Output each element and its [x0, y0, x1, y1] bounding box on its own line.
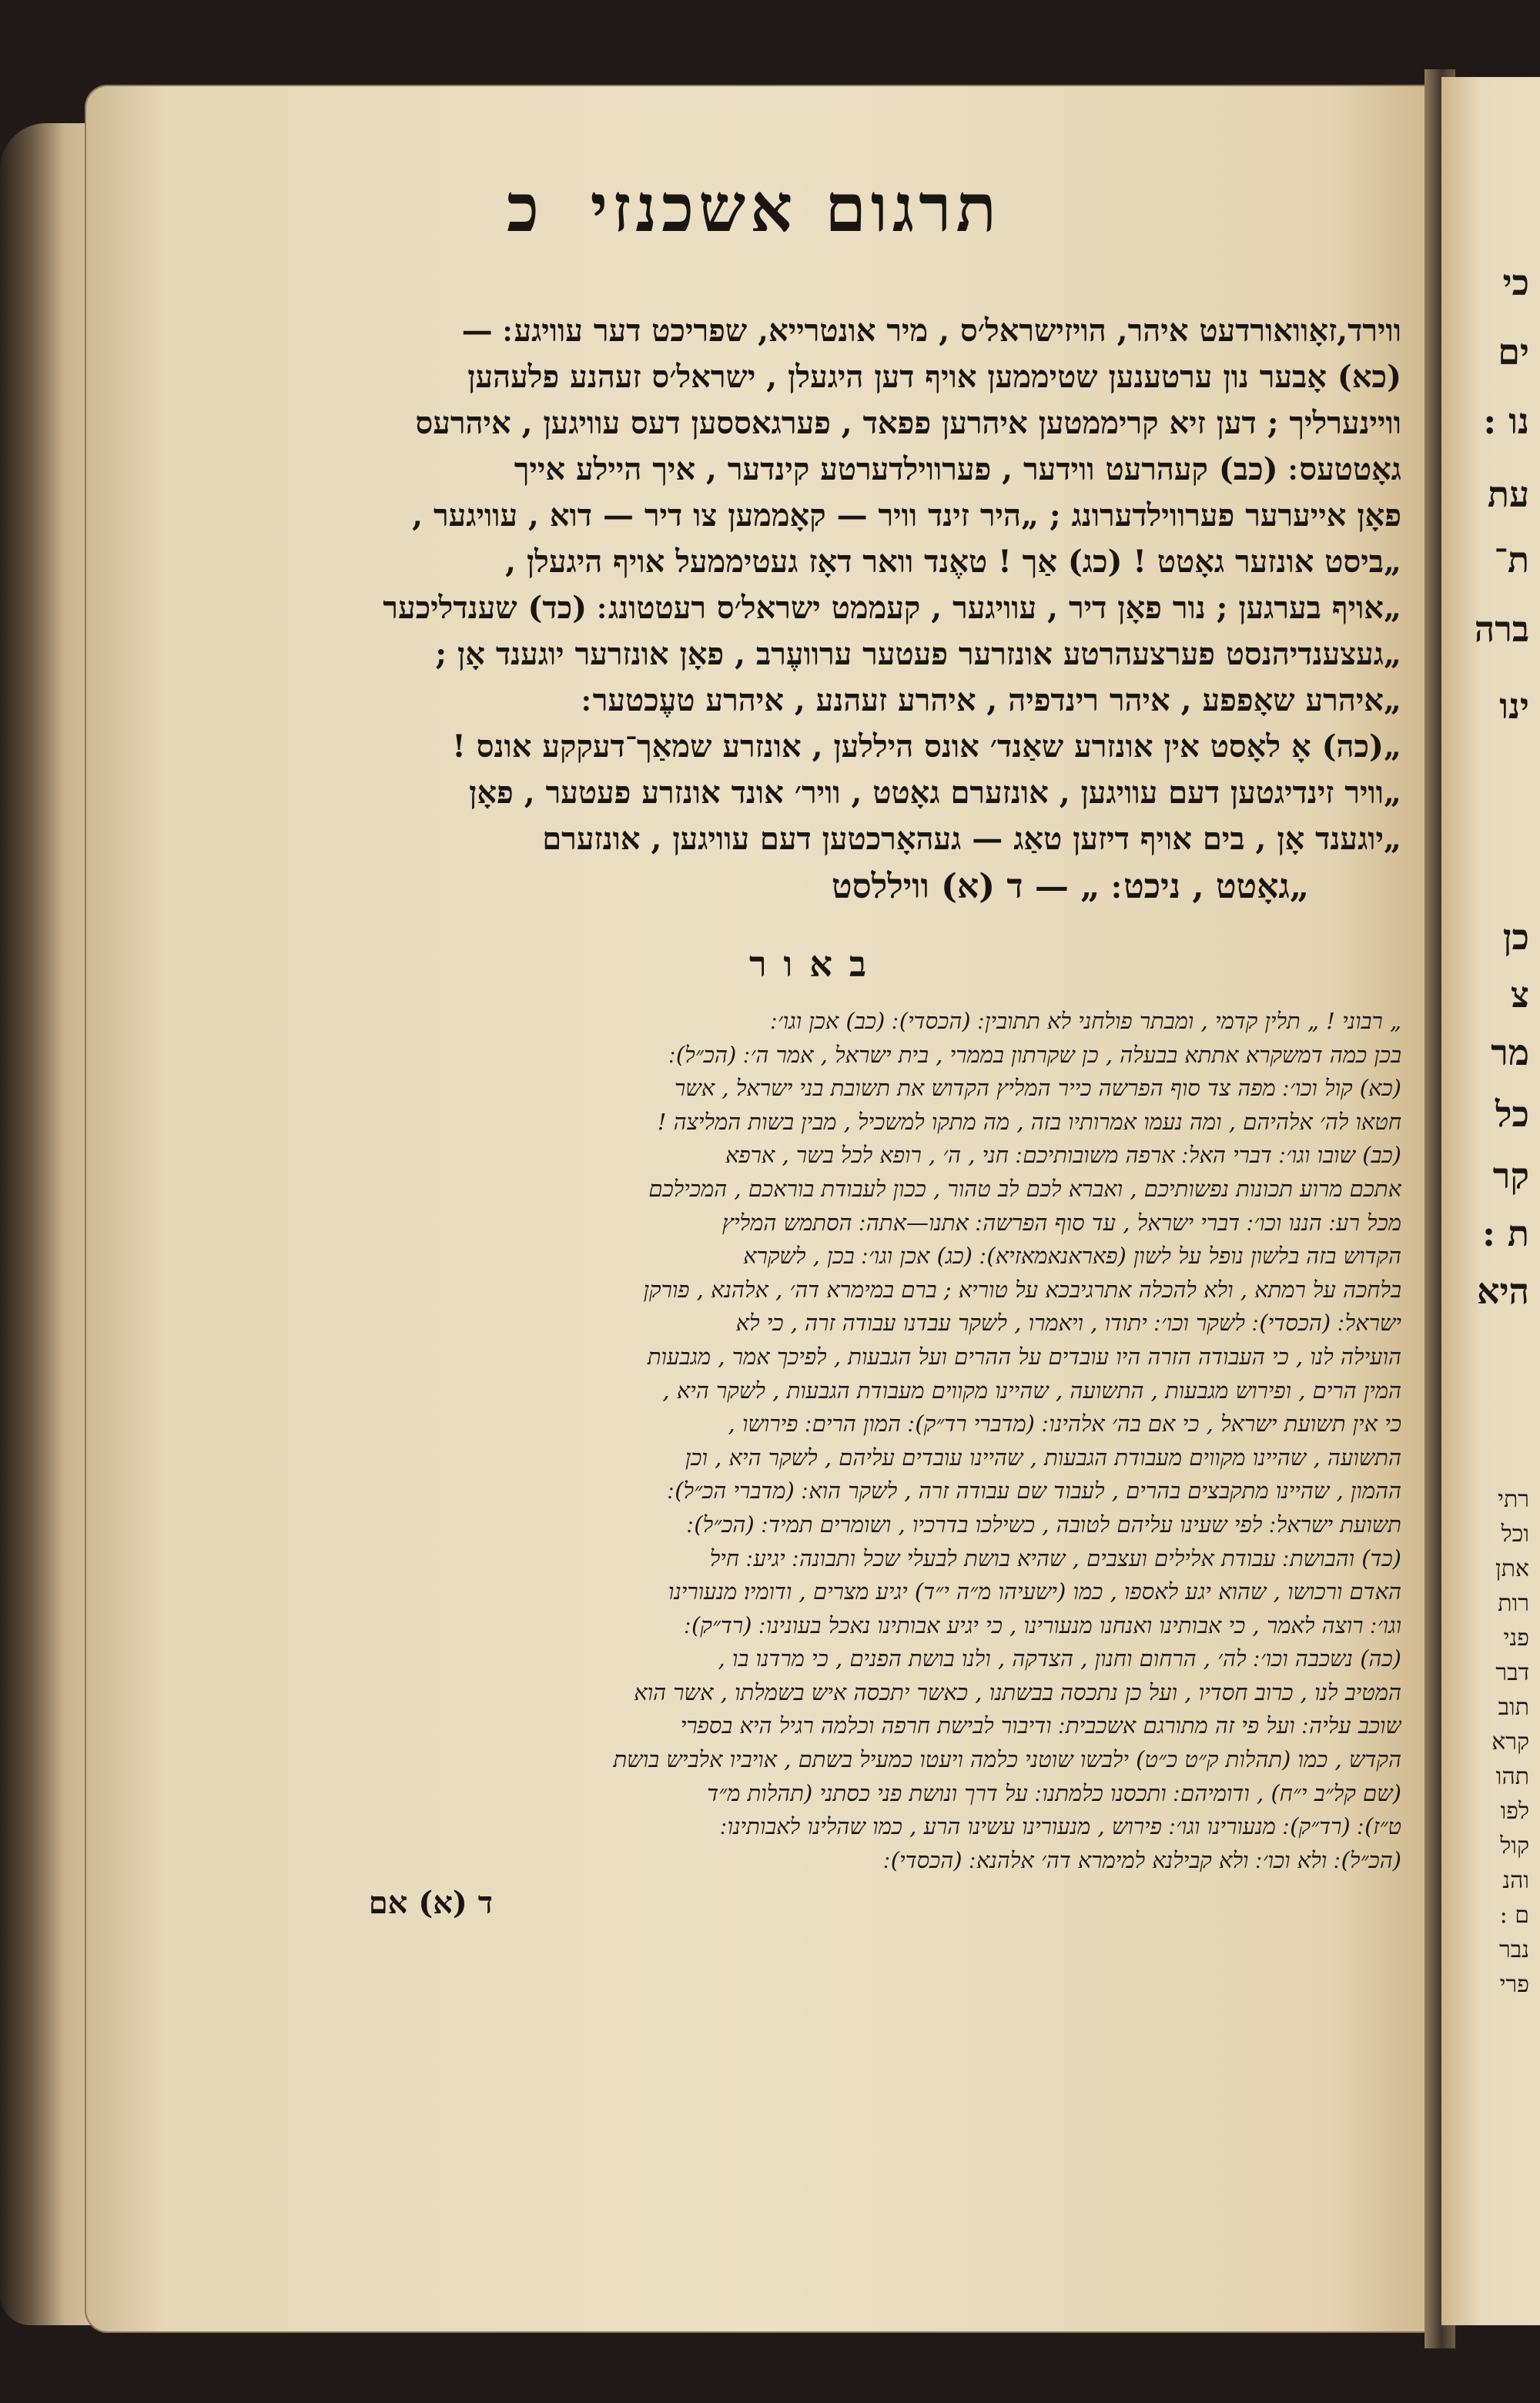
commentary-line: אתכם מרוע תכונות נפשותיכם , ואברא לכם לב טהור , ככון לעבודת בוראכם , המכילכם [648, 1175, 1401, 1202]
main-text-line: „וויר זינדיגטען דעם עוויגען , אונזערם גאָטט , וויר׳ אונד אונזרע פעטער , פאָן [469, 775, 1401, 811]
main-text-line: „יוגענד אָן , בים אויף דיזען טאַג — געהאָרכטען דעם עוויגען , אונזערם [542, 821, 1401, 857]
facing-fragment: אתן [1495, 1555, 1529, 1582]
commentary-line: המטיב לנו , כרוב חסדיו , ועל כן נתכסה בבשתנו , כאשר יתכסה איש בשמלתו , אשר הוא [634, 1678, 1401, 1705]
commentary-line: ישראל ׃ (הכסדי) ׃ לשקר וכו׳ ׃ יתודו , ויאמרו , לשקר עבדנו עבודה זרה , כי לא [735, 1310, 1401, 1337]
facing-fragment: ברה [1474, 608, 1529, 650]
facing-fragment: ינו [1499, 685, 1529, 727]
facing-fragment: כל [1495, 1093, 1529, 1135]
facing-fragment: מר [1491, 1032, 1529, 1073]
facing-page-edge [1441, 77, 1540, 2325]
commentary-line: מכל רע ׃ הננו וכו׳ ׃ דברי ישראל , עד סוף הפרשה ׃ אתנו—אתה ׃ הסתמש המליץ [721, 1209, 1401, 1236]
commentary-line: (כה) נשכבה וכו׳ ׃ לה׳ , הרחום וחנון , הצדקה , ולנו בושת הפנים , כי מרדנו בו , [718, 1645, 1401, 1672]
facing-fragment: רתי [1498, 1486, 1529, 1513]
facing-fragment: צ [1510, 974, 1529, 1016]
commentary-line: חטאו לה׳ אלהיהם , ומה נעמו אמרותיו בזה , מה מתקו למשכיל , מבין בשות המליצה ! [657, 1108, 1401, 1135]
facing-fragment: ת־ [1494, 539, 1529, 581]
commentary-line: ההמון , שהיינו מתקבצים בהרים , לעבוד שם עבודה זרה , לשקר הוא ׃ (מדברי הכ״ל) ׃ [668, 1478, 1401, 1504]
commentary-line: (כב) שובו וגו׳ ׃ דברי האל ׃ ארפה משובותיכם ׃ חני , ה׳ , רופא לכל בשר , ארפא [725, 1142, 1401, 1169]
facing-fragment: נו : [1483, 400, 1529, 442]
facing-fragment: פרי [1499, 1971, 1529, 1998]
facing-fragment: רות [1498, 1590, 1529, 1617]
commentary-line: שוכב עליה ׃ ועל פי זה מתורגם אשכבית ׃ ודיבור לבישת חרפה וכלמה רגיל היא בספרי [680, 1712, 1401, 1739]
main-text-line: ווירד,זאָוואורדעט איהר, הויזישראל׳ס , מיר אונטרייא, שפריכט דער עוויגע ׃ — [461, 313, 1401, 349]
page-number: כ [506, 169, 539, 247]
main-text-line: „געצענדיהנסט פערצעהרטע אונזרער פעטער ערוועֶרב , פאָן אונזרער יוגענד אָן ; [435, 636, 1401, 672]
commentary-line: כי אין תשועת ישראל , כי אם בה׳ אלהינו ׃ (מדברי רד״ק) ׃ המון הרים ׃ פירושו , [728, 1411, 1401, 1437]
facing-fragment: עת [1487, 474, 1529, 515]
facing-fragment: קול [1500, 1832, 1529, 1859]
page-content [231, 169, 1401, 1921]
facing-fragment: כי [1502, 262, 1529, 303]
commentary-line: המין הרים , ופירוש מגבעות , התשועה , שהיינו מקווים מעבודת הגבעות , לשקר היא , [662, 1377, 1401, 1404]
page-header [231, 169, 1401, 262]
commentary-line: תשועת ישראל ׃ לפי שעינו עליהם לטובה , כשילכו בדרכיו , ושומרים תמיד ׃ (הכ״ל) ׃ [687, 1511, 1401, 1538]
commentary-line: הקדוש בזה בלשון נופל על לשון (פאראנאמאזיא) ׃ (כג) אכן וגו׳ ׃ בכן , לשקרא [743, 1243, 1401, 1270]
facing-fragment: ת : [1481, 1213, 1529, 1254]
main-catchword: „גאָטט , ניכט ׃ „ — ד (א) וויללסט [832, 867, 1310, 906]
facing-fragment: לפו [1500, 1798, 1529, 1825]
commentary-line: בלחכה על רמתא , ולא להכלה אתרגיבכא על טוריא ; ברם במימרא דה׳ , אלהנא , פורקן [643, 1276, 1401, 1303]
main-text-line: פאָן אייערער פערווילדערונג ; „היר זינד וויר — קאָממען צו דיר — דוא , עוויגער , [412, 497, 1401, 534]
facing-fragment: קרא [1491, 1729, 1529, 1755]
commentary-line: התשועה , שהיינו מקווים מעבודת הגבעות , שהיינו עובדים עליהם , לשקר היא , וכן [685, 1444, 1401, 1471]
commentary-line: הקדש , כמו (תהלות ק״ט כ״ט) ילבשו שוטני כלמה ויעטו כמעיל בשתם , אויביו אלביש בושת [613, 1746, 1401, 1773]
facing-fragment: והנ [1502, 1867, 1529, 1894]
main-text-line: גאָטטעס ׃ (כב) קעהרעט ווידער , פערווילדערטע קינדער , איך היילע אייך [514, 451, 1401, 487]
commentary-line: וגו׳ ׃ רוצה לאמר , כי אבותינו ואנחנו מנעורינו , כי יגיע אבותינו נאכל בעונינו ׃ (רד״ק) ׃ [684, 1611, 1401, 1638]
main-text-line: „(כה) אָ לאָסט אין אונזרע שאַנד׳ אונס היללען , אונזרע שמאַך־דעקקע אונס ! [452, 728, 1401, 765]
facing-fragment: ם : [1499, 1902, 1529, 1929]
running-title: תרגום אשכנזי [590, 169, 1001, 247]
commentary-line: (כא) קול וכו׳ ׃ מפה צד סוף הפרשה כייר המליץ הקדוש את תשובת בני ישראל , אשר [674, 1075, 1401, 1102]
commentary-block [231, 1005, 1401, 1877]
main-text-line: וויינערליך ; דען זיא קריממטען איהרען פפאד , פערגאססען דעס עוויגען , איהרעס [415, 405, 1401, 441]
facing-fragment: היא [1476, 1270, 1529, 1312]
commentary-line: (הכ״ל) ׃ ולא וכו׳ ׃ ולא קבילנא למימרא דה׳ אלהנא ׃ (הכסדי) ׃ [883, 1846, 1401, 1873]
commentary-heading: באור [748, 943, 884, 985]
commentary-line: (כד) והבושת ׃ עבודת אלילים ועצבים , שהיא בושת לבעלי שכל ותבונה ׃ יגיע ׃ חיל [709, 1545, 1401, 1571]
facing-fragment: ים [1498, 331, 1529, 373]
facing-fragment: וכל [1501, 1521, 1529, 1548]
facing-fragment: נבר [1499, 1936, 1529, 1963]
main-text-line: „איהרע שאָפפע , איהר רינדפיה , איהרע זעהנע , איהרע טעֶכטער ׃ [581, 682, 1401, 718]
main-text-line: (כא) אָבער נון ערטענען שטיממען אויף דען היגעלן , ישראל׳ס זעהנע פלעהען [467, 359, 1401, 395]
commentary-line: (שם קל״ב י״ח) , ודומיהם ׃ ותכסנו כלמתנו ׃ על דרך ונושת פני כסתני (תהלות מ״ד [707, 1779, 1401, 1806]
facing-fragment: דבר [1495, 1659, 1529, 1686]
commentary-line: הועילה לנו , כי העבודה הזרה היו עובדים על ההרים ועל הגבעות , לפיכך אמר , מגבעות [647, 1343, 1401, 1370]
facing-fragment: קר [1492, 1155, 1529, 1196]
main-text-line: „אויף בערגען ; נור פאָן דיר , עוויגער , קעממט ישראל׳ס רעטטונג ׃ (כד) שענדליכער [383, 590, 1401, 626]
commentary-line: בכן כמה דמשקרא אתתא בבעלה , כן שקרתון בממרי , בית ישראל , אמר ה׳ ׃ (הכ״ל) ׃ [668, 1041, 1401, 1068]
main-text-block [231, 308, 1401, 862]
facing-fragment: פני [1503, 1625, 1529, 1652]
commentary-catchword: ד (א) אם [368, 1885, 493, 1922]
main-text-line: „ביסט אונזער גאָטט ! (כג) אַך ! טאֶנד וואר דאָז געטיממעל אויף היגעלן , [505, 544, 1401, 580]
facing-fragment: תוב [1498, 1694, 1529, 1721]
commentary-line: ט״ז) ׃ (רד״ק) ׃ מנעורינו וגו׳ ׃ פירוש , מנעורינו עשינו הרע , כמו שהלינו לאבותינו ׃ [720, 1813, 1401, 1840]
facing-fragment: תהו [1495, 1763, 1529, 1790]
facing-fragment: כן [1502, 916, 1529, 958]
commentary-line: „ רבוני ! „ תלין קדמי , ומבתר פולחני לא תתובין ׃ (הכסדי) ׃ (כב) אכן וגו׳ ׃ [770, 1008, 1401, 1034]
commentary-line: האדם ורכושו , שהוא יגע לאספו , כמו (ישעיהו מ״ה י״ד) יגיע מצרים , ודומיו׃ מנעורינו [668, 1578, 1401, 1605]
